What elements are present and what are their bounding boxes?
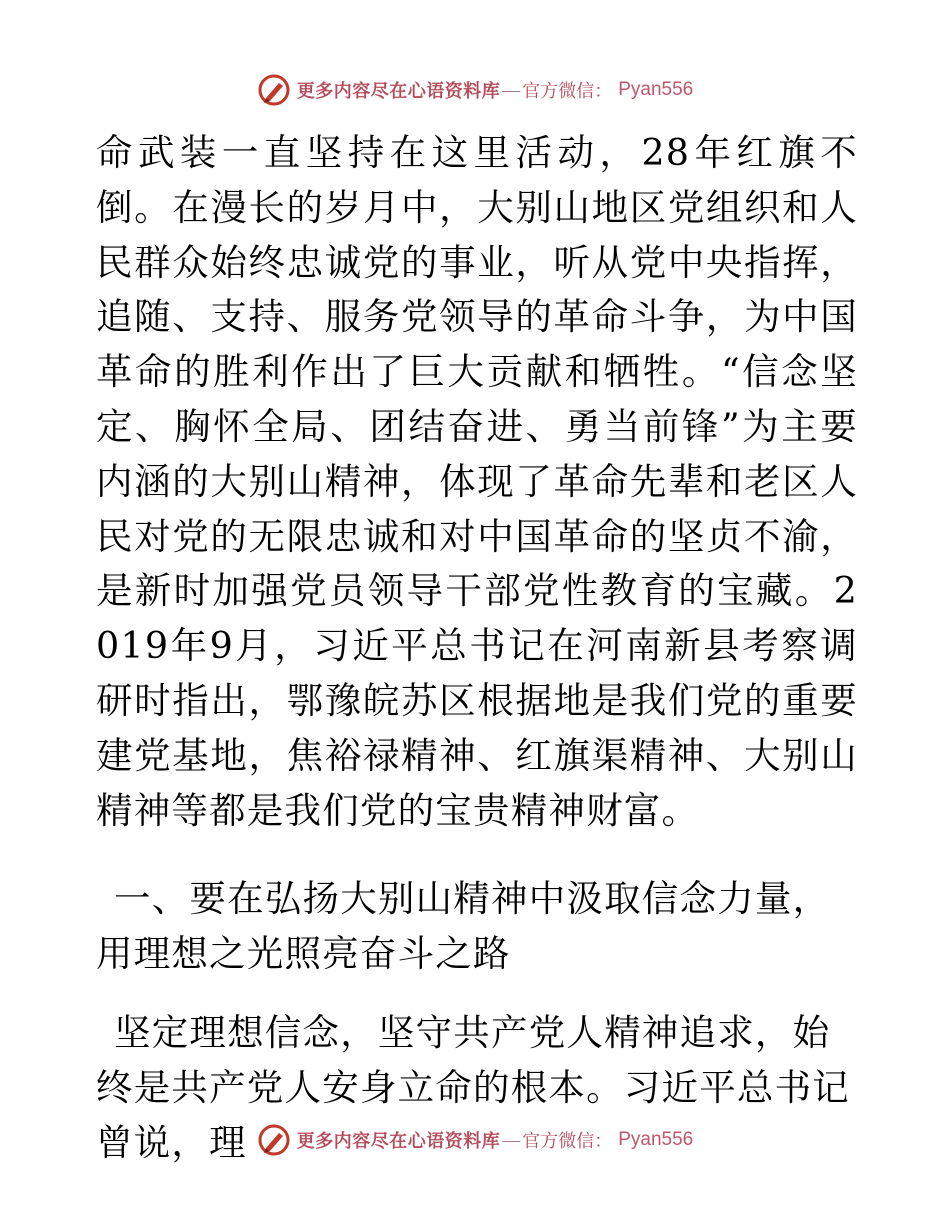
header-banner-wechat-id: Pyan556 <box>618 79 694 100</box>
footer-banner-separator: — <box>502 1129 521 1150</box>
header-watermark-banner <box>0 70 950 110</box>
footer-banner-label: 官方微信： <box>522 1131 613 1152</box>
pen-logo-icon <box>257 1123 291 1157</box>
header-banner-main-text: 更多内容尽在心语资料库 <box>296 81 501 102</box>
body-paragraph-1: 命武装一直坚持在这里活动，28年红旗不倒。在漫长的岁月中，大别山地区党组织和人民群众始终忠诚党的事业，听从党中央指挥，追随、支持、服务党领导的革命斗争，为中国革命的胜利作出了巨大贡献和牺牲。“信念坚定、胸怀全局、团结奋进、勇当前锋”为主要内涵的大别山精神，体现了革命先辈和老区人民对党的无限忠诚和对中国革命的坚贞不渝，是新时加强党员领导干部党性教育的宝藏。2019年9月，习近平总书记在河南新县考察调研时指出，鄂豫皖苏区根据地是我们党的重要建党基地，焦裕禄精神、红旗渠精神、大别山精神等都是我们党的宝贵精神财富。 <box>96 131 858 832</box>
header-banner-separator: — <box>502 79 521 100</box>
body-paragraph-2: 坚定理想信念，坚守共产党人精神追求，始终是共产党人安身立命的根本。习近平总书记曾说，理 <box>96 1010 850 1164</box>
section-heading-1: 一、要在弘扬大别山精神中汲取信念力量，用理想之光照亮奋斗之路 <box>96 877 831 976</box>
footer-watermark-banner <box>0 1120 950 1160</box>
pen-logo-icon <box>257 73 291 107</box>
document-body <box>96 126 858 1170</box>
header-banner-label: 官方微信： <box>522 81 613 102</box>
footer-banner-wechat-id: Pyan556 <box>618 1129 694 1150</box>
footer-banner-main-text: 更多内容尽在心语资料库 <box>296 1131 501 1152</box>
